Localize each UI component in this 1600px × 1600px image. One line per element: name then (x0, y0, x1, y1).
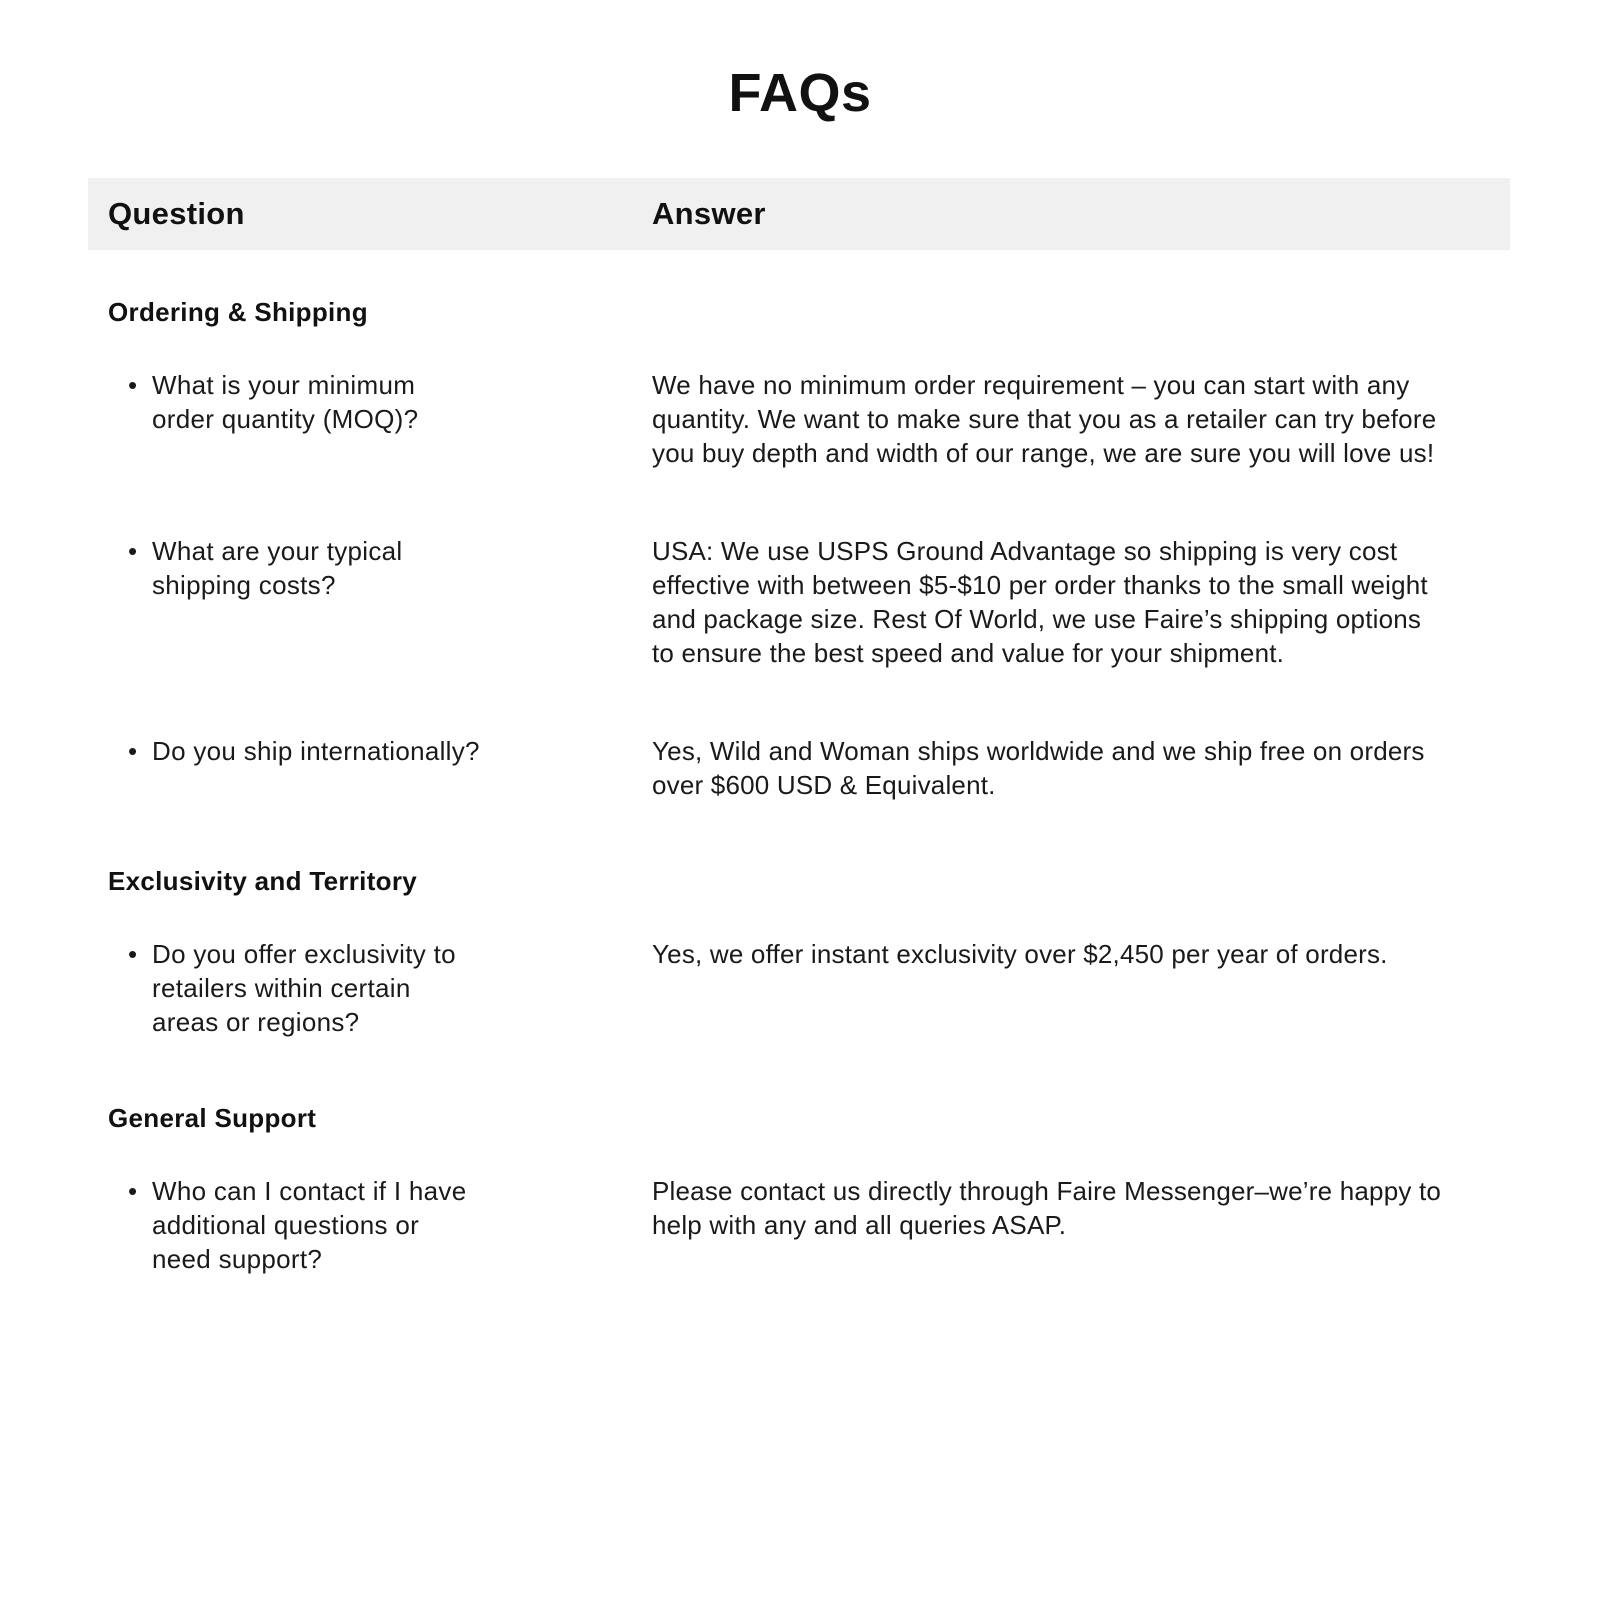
page-title: FAQs (728, 63, 872, 123)
question-text: What are your typical shipping costs? (152, 536, 403, 600)
faq-row (88, 1174, 1510, 1276)
question-text: Do you offer exclusivity to retailers within certain areas or regions? (152, 939, 456, 1037)
column-header-answer: Answer (652, 196, 766, 231)
answer-cell (652, 534, 1510, 670)
question-cell (88, 1174, 652, 1276)
question-text: Do you ship internationally? (152, 736, 480, 766)
question-cell (88, 534, 652, 670)
column-header-question: Question (108, 196, 245, 231)
answer-text: Yes, we offer instant exclusivity over $2,450 per year of orders. (652, 939, 1388, 969)
section-title: Ordering & Shipping (108, 297, 368, 327)
answer-text: We have no minimum order requirement – you can start with any quantity. We want to make sure that you as a retailer can try before you buy depth and width of our range, we are sure you will love us! (652, 370, 1437, 468)
answer-cell (652, 937, 1510, 1039)
bullet-icon: • (128, 370, 138, 400)
section-title: General Support (108, 1103, 317, 1133)
bullet-icon: • (128, 536, 138, 566)
question-cell (88, 937, 652, 1039)
faq-row (88, 534, 1510, 670)
section-ordering-shipping (88, 297, 1510, 802)
question-text: Who can I contact if I have additional questions or need support? (152, 1176, 467, 1274)
faq-row (88, 734, 1510, 802)
answer-text: Please contact us directly through Faire Messenger–we’re happy to help with any and all queries ASAP. (652, 1176, 1442, 1240)
answer-text: USA: We use USPS Ground Advantage so shipping is very cost effective with between $5-$10 per order thanks to the small weight and package size. Rest Of World, we use Faire’s shipping options to ensure the best speed and value for your shipment. (652, 536, 1428, 668)
faq-row (88, 368, 1510, 470)
section-general-support (88, 1103, 1510, 1276)
section-title: Exclusivity and Territory (108, 866, 418, 896)
question-cell (88, 734, 652, 802)
faq-table (88, 178, 1510, 1276)
bullet-icon: • (128, 939, 138, 969)
answer-cell (652, 1174, 1510, 1276)
faq-row (88, 937, 1510, 1039)
question-text: What is your minimum order quantity (MOQ)? (152, 370, 419, 434)
bullet-icon: • (128, 736, 138, 766)
table-header-row (88, 178, 1510, 250)
bullet-icon: • (128, 1176, 138, 1206)
answer-text: Yes, Wild and Woman ships worldwide and we ship free on orders over $600 USD & Equivalent. (652, 736, 1425, 800)
question-cell (88, 368, 652, 470)
answer-cell (652, 368, 1510, 470)
section-exclusivity-territory (88, 866, 1510, 1039)
answer-cell (652, 734, 1510, 802)
